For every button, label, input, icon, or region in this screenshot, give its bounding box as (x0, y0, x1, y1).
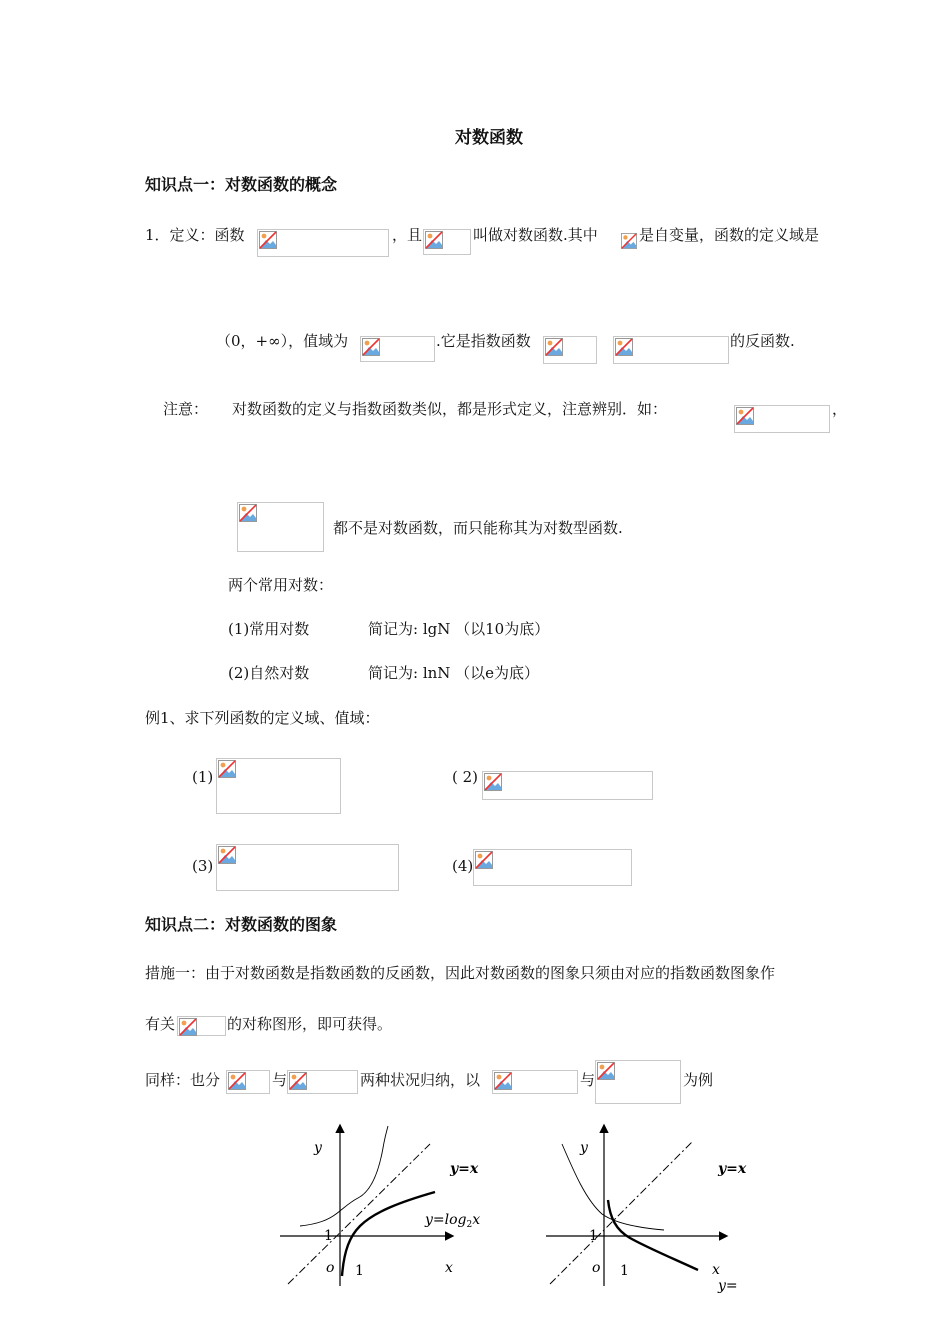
log-curve (608, 1200, 698, 1270)
common-log-1-note: 简记为: lgN （以10为底） (368, 620, 550, 638)
origin-label: o (592, 1260, 601, 1276)
formula-image-placeholder (621, 233, 639, 251)
broken-image-icon (484, 773, 502, 791)
x-one-label: 1 (355, 1263, 364, 1279)
formula-image-placeholder (595, 1060, 681, 1104)
method-line-2b: 的对称图形，即可获得。 (227, 1015, 393, 1033)
broken-image-icon (736, 407, 754, 425)
y-one-label: 1 (589, 1228, 598, 1244)
common-logs-title: 两个常用对数： (228, 576, 334, 594)
formula-image-placeholder (473, 849, 632, 886)
broken-image-icon (179, 1018, 197, 1036)
formula-image-placeholder (734, 405, 830, 433)
y-axis-label: y (314, 1140, 322, 1156)
formula-image-placeholder (423, 229, 471, 255)
x-axis-label: x (712, 1262, 720, 1278)
broken-image-icon (615, 338, 633, 356)
method-line-1: 措施一：由于对数函数是指数函数的反函数，因此对数函数的图象只须由对应的指数函数图象作 (145, 964, 776, 982)
broken-image-icon (362, 338, 380, 356)
broken-image-icon (475, 851, 493, 869)
note-label: 注意： (163, 400, 209, 418)
domain-range-text-a: （0，+∞），值域为 (216, 332, 349, 350)
example-item-label: (4) (452, 857, 474, 875)
definition-prefix: 1．定义：函数 (145, 226, 245, 244)
example-item-label: (3) (192, 857, 214, 875)
y-one-label: 1 (324, 1228, 333, 1244)
definition-mid: 叫做对数函数.其中 (473, 226, 598, 244)
domain-range-text-c: 的反函数. (730, 332, 795, 350)
example-1-title: 例1、求下列函数的定义域、值域： (145, 709, 380, 727)
formula-image-placeholder (360, 336, 435, 362)
broken-image-icon (494, 1072, 512, 1090)
method-line-2a: 有关 (145, 1015, 176, 1033)
section-heading-1: 知识点一：对数函数的概念 (145, 175, 338, 194)
domain-range-text-b: .它是指数函数 (436, 332, 531, 350)
formula-image-placeholder (287, 1070, 358, 1094)
log-curve-label: y= (718, 1278, 738, 1294)
formula-image-placeholder (482, 771, 653, 800)
section-heading-2: 知识点二：对数函数的图象 (145, 915, 338, 934)
broken-image-icon (425, 231, 443, 249)
page-title: 对数函数 (455, 128, 523, 148)
graph-log-base-greater-than-one (270, 1118, 481, 1290)
definition-comma-and: ，且 (392, 226, 423, 244)
broken-image-icon (218, 760, 236, 778)
graph-log-base-less-than-one (540, 1118, 750, 1294)
broken-image-icon (621, 233, 637, 249)
same-text-e: 为例 (683, 1071, 714, 1089)
identity-line-label: y=x (718, 1161, 747, 1177)
formula-image-placeholder (216, 758, 341, 814)
not-log-text: 都不是对数函数，而只能称其为对数型函数. (333, 519, 623, 537)
formula-image-placeholder (543, 336, 597, 364)
broken-image-icon (228, 1072, 246, 1090)
note-comma: ， (832, 400, 848, 418)
example-item-label: (1) (192, 768, 214, 786)
broken-image-icon (218, 846, 236, 864)
x-one-label: 1 (620, 1263, 629, 1279)
definition-tail: 是自变量，函数的定义域是 (639, 226, 820, 244)
formula-image-placeholder (257, 229, 389, 257)
x-axis-label: x (445, 1260, 453, 1276)
identity-line-label: y=x (450, 1161, 479, 1177)
note-text: 对数函数的定义与指数函数类似，都是形式定义，注意辨别．如： (232, 400, 668, 418)
broken-image-icon (289, 1072, 307, 1090)
same-text-c: 两种状况归纳，以 (360, 1071, 481, 1089)
broken-image-icon (259, 231, 277, 249)
common-log-2-note: 简记为: lnN （以e为底） (368, 664, 540, 682)
broken-image-icon (545, 338, 563, 356)
log-curve-label: $y=\log_2x$ (425, 1212, 481, 1230)
formula-image-placeholder (492, 1070, 578, 1094)
common-log-1-name: (1)常用对数 (228, 620, 310, 638)
formula-image-placeholder (177, 1016, 226, 1036)
broken-image-icon (239, 504, 257, 522)
common-log-2-name: (2)自然对数 (228, 664, 310, 682)
formula-image-placeholder (613, 336, 729, 364)
same-text-a: 同样：也分 (145, 1071, 221, 1089)
same-text-d: 与 (580, 1071, 596, 1089)
y-axis-label: y (580, 1140, 588, 1156)
broken-image-icon (597, 1062, 615, 1080)
formula-image-placeholder (237, 502, 324, 552)
same-text-b: 与 (272, 1071, 288, 1089)
formula-image-placeholder (216, 844, 399, 891)
example-item-label: ( 2) (452, 768, 479, 786)
origin-label: o (326, 1260, 335, 1276)
formula-image-placeholder (226, 1070, 270, 1094)
